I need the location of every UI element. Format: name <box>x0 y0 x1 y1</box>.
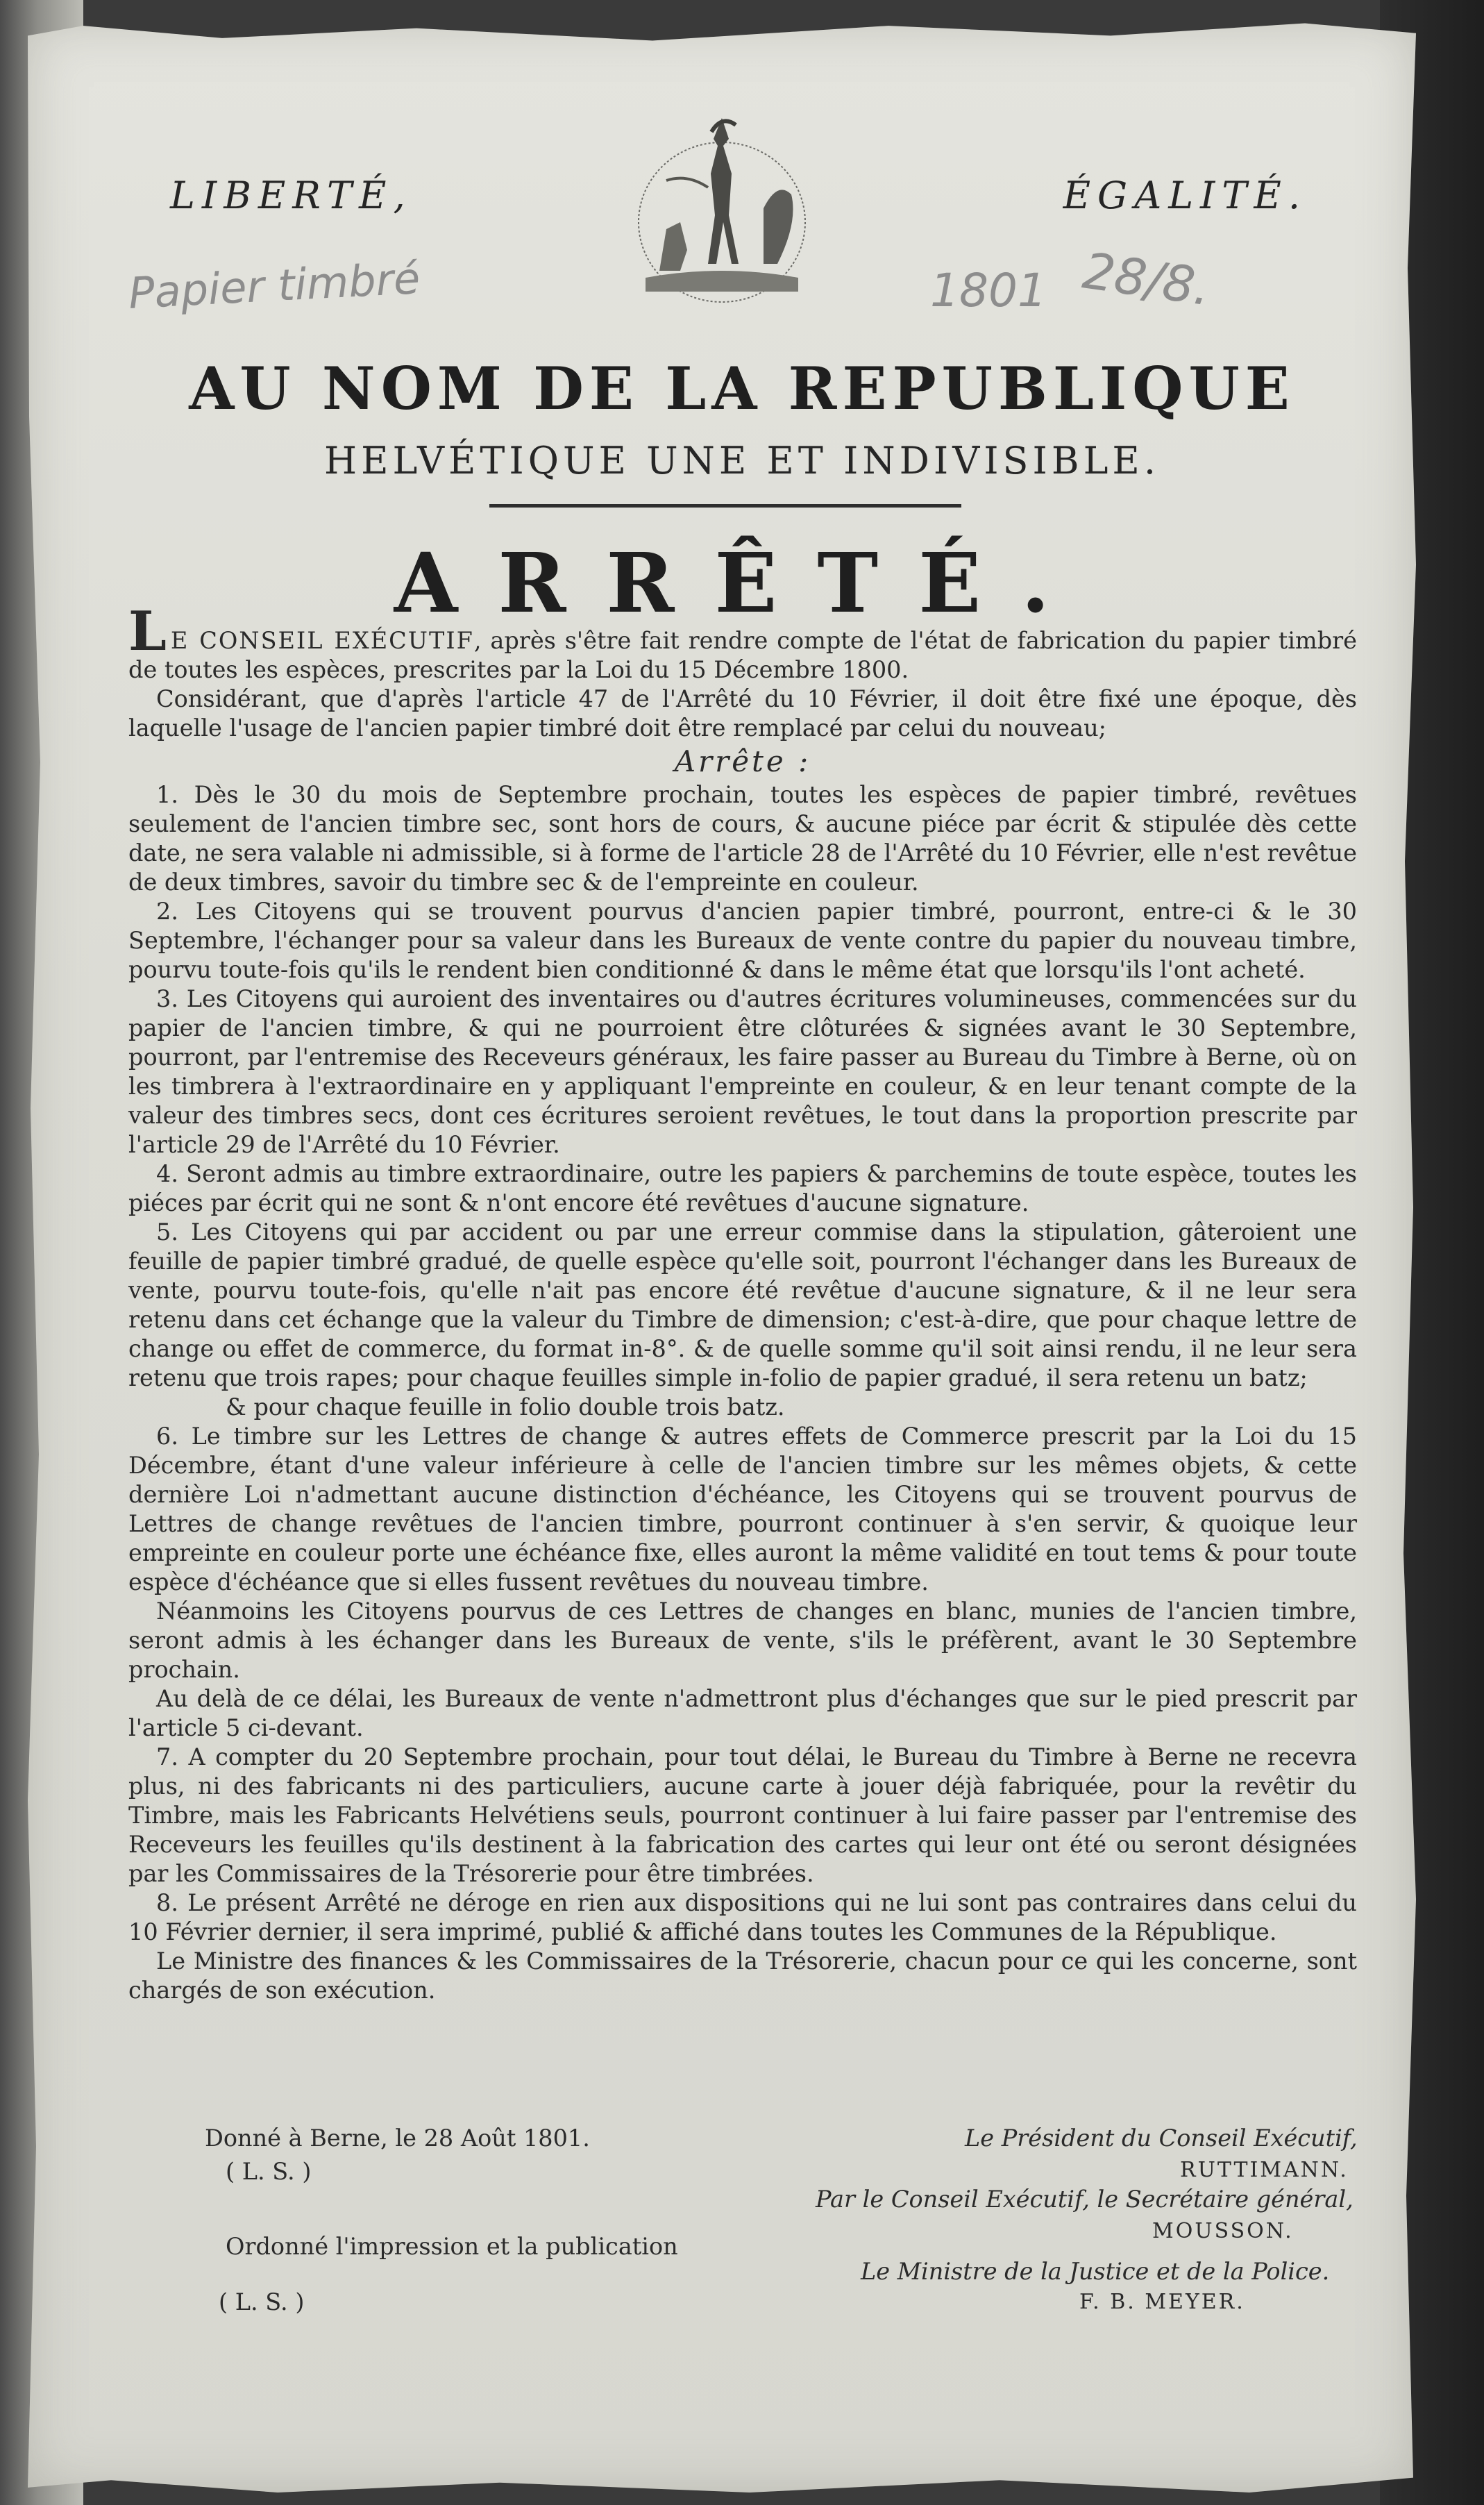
article-3: 3. Les Citoyens qui auroient des inventaires ou d'autres écritures volumineuses, commencées sur du papier de l'ancien timbre, & qui ne pourroient être clôturées & signées avant le 30 Septembre, pourront, par l'entremise des Receveurs généraux, les faire passer au Bureau du Timbre à Berne, où on les timbrera à l'extraordinaire en y appliquant l'empreinte en couleur, & en leur tenant compte de la valeur des timbres secs, dont ces écritures seroient revêtues, le tout dans la proportion prescrite par l'article 29 de l'Arrêté du 10 Février. <box>128 985 1357 1158</box>
president-title: Le Président du Conseil Exécutif, <box>965 2125 1358 2152</box>
page-subtitle: HELVÉTIQUE UNE ET INDIVISIBLE. <box>323 439 1161 483</box>
article-1: 1. Dès le 30 du mois de Septembre prochain, toutes les espèces de papier timbré, revêtues seulement de l'ancien timbre sec, sont hors de cours, & aucune piéce par écrit & stipulée dès cette date, ne sera valable ni admissible, si à forme de l'article 28 de l'Arrêté du 10 Février, elle n'est revêtue de deux timbres, savoir du timbre sec & de l'empreinte en couleur. <box>128 781 1357 896</box>
intro-paragraph <box>128 600 1357 685</box>
page-title: AU NOM DE LA REPUBLIQUE <box>189 354 1295 423</box>
ministre-paragraph: Le Ministre des finances & les Commissaires de la Trésorerie, chacun pour ce qui les concerne, sont chargés de son exécution. <box>128 1947 1357 2004</box>
seal-1: ( L. S. ) <box>226 2158 312 2185</box>
seal-2: ( L. S. ) <box>219 2288 305 2315</box>
article-8: 8. Le présent Arrêté ne déroge en rien aux dispositions qui ne lui sont pas contraires dans celui du 10 Février dernier, il sera imprimé, publié & affiché dans toutes les Communes de la République. <box>128 1889 1357 1945</box>
annotation-date: 28/8. <box>1079 241 1215 317</box>
arrete-title: ARRÊTÉ. <box>394 535 1090 631</box>
tell-vignette-icon <box>618 104 826 312</box>
decree-body <box>128 600 1357 2005</box>
intro-text: , après s'être fait rendre compte de l'état de fabrication du papier timbré de toutes les espèces, prescrites par la Loi du 15 Décembre 1800. <box>128 627 1357 683</box>
article-5: 5. Les Citoyens qui par accident ou par une erreur commise dans la stipulation, gâteroient une feuille de papier timbré gradué, de quelle espèce qu'elle soit, pourront l'échanger dans les Bureaux de vente, pourvu toute-fois, qu'elle n'ait pas encore été revêtue d'aucune signature, & il ne leur sera retenu dans cet échange que la valeur du Timbre de dimension; c'est-à-dire, que pour chaque lettre de change ou effet de commerce, du format in-8°. & de quelle somme qu'il soit ainsi rendu, il ne leur sera retenu que trois rapes; pour chaque feuilles simple in-folio de papier gradué, il sera retenu un batz; <box>128 1218 1357 1391</box>
neanmoins-paragraph: Néanmoins les Citoyens pourvus de ces Lettres de changes en blanc, munies de l'ancien timbre, seront admis à les échanger dans les Bureaux de vente, s'ils le préfèrent, avant le 30 Septembre prochain. <box>128 1598 1357 1683</box>
dropcap: L <box>128 600 167 663</box>
annotation-year: 1801 <box>930 264 1047 317</box>
arrete-heading: Arrête : <box>674 744 811 778</box>
article-7: 7. A compter du 20 Septembre prochain, pour tout délai, le Bureau du Timbre à Berne ne recevra plus, ni des fabricants ni des particuliers, aucune carte à jouer déjà fabriquée, pour la revêtir du Timbre, mais les Fabricants Helvétiens seuls, pourront continuer à lui faire passer par l'entremise des Receveurs les feuilles qu'ils destinent à la fabrication des cartes qui leur ont été ou seront désignées par les Commissaires de la Trésorerie pour être timbrées. <box>128 1743 1357 1887</box>
secretary-title: Par le Conseil Exécutif, le Secrétaire général, <box>816 2186 1354 2213</box>
ordered-line: Ordonné l'impression et la publication <box>226 2233 678 2260</box>
article-2: 2. Les Citoyens qui se trouvent pourvus d'ancien papier timbré, pourront, entre-ci & le 30 Septembre, l'échanger pour sa valeur dans les Bureaux de vente contre du papier du nouveau timbre, pourvu toute-fois qu'ils le rendent bien conditionné & dans le même état que lorsqu'ils l'ont acheté. <box>128 898 1357 983</box>
justice-minister-name: F. B. MEYER. <box>1079 2290 1245 2314</box>
article-5-last-line: & pour chaque feuille in folio double trois batz. <box>226 1393 785 1421</box>
intro-lead: E CONSEIL EXÉCUTIF <box>170 627 474 654</box>
motto-liberte: LIBERTÉ, <box>170 174 412 217</box>
given-at-line: Donné à Berne, le 28 Août 1801. <box>205 2125 590 2152</box>
title-rule <box>489 504 961 508</box>
justice-minister-title: Le Ministre de la Justice et de la Police. <box>861 2258 1330 2285</box>
secretary-name: MOUSSON. <box>1152 2219 1294 2243</box>
president-name: RUTTIMANN. <box>1180 2158 1349 2182</box>
article-6: 6. Le timbre sur les Lettres de change & autres effets de Commerce prescrit par la Loi du 15 Décembre, étant d'une valeur inférieure à celle de l'ancien timbre sur les mêmes objets, & cette dernière Loi n'admettant aucune distinction d'échéance, les Citoyens qui se trouvent pourvus de Lettres de change revêtues de l'ancien timbre, pourront continuer à s'en servir, & quoique leur empreinte en couleur porte une échéance fixe, elles auront la même validité en tout tems & pour toute espèce d'échéance que si elles fussent revêtues du nouveau timbre. <box>128 1423 1357 1595</box>
considerant-paragraph: Considérant, que d'après l'article 47 de l'Arrêté du 10 Février, il doit être fixé une époque, dès laquelle l'usage de l'ancien papier timbré doit être remplacé par celui du nouveau; <box>128 685 1357 742</box>
audela-paragraph: Au delà de ce délai, les Bureaux de vente n'admettront plus d'échanges que sur le pied prescrit par l'article 5 ci-devant. <box>128 1685 1357 1741</box>
article-4: 4. Seront admis au timbre extraordinaire, outre les papiers & parchemins de toute espèce, toutes les piéces par écrit qui ne sont & n'ont encore été revêtues d'aucune signature. <box>128 1160 1357 1216</box>
annotation-papier-timbre: Papier timbré <box>127 253 421 319</box>
motto-egalite: ÉGALITÉ. <box>1063 174 1307 217</box>
